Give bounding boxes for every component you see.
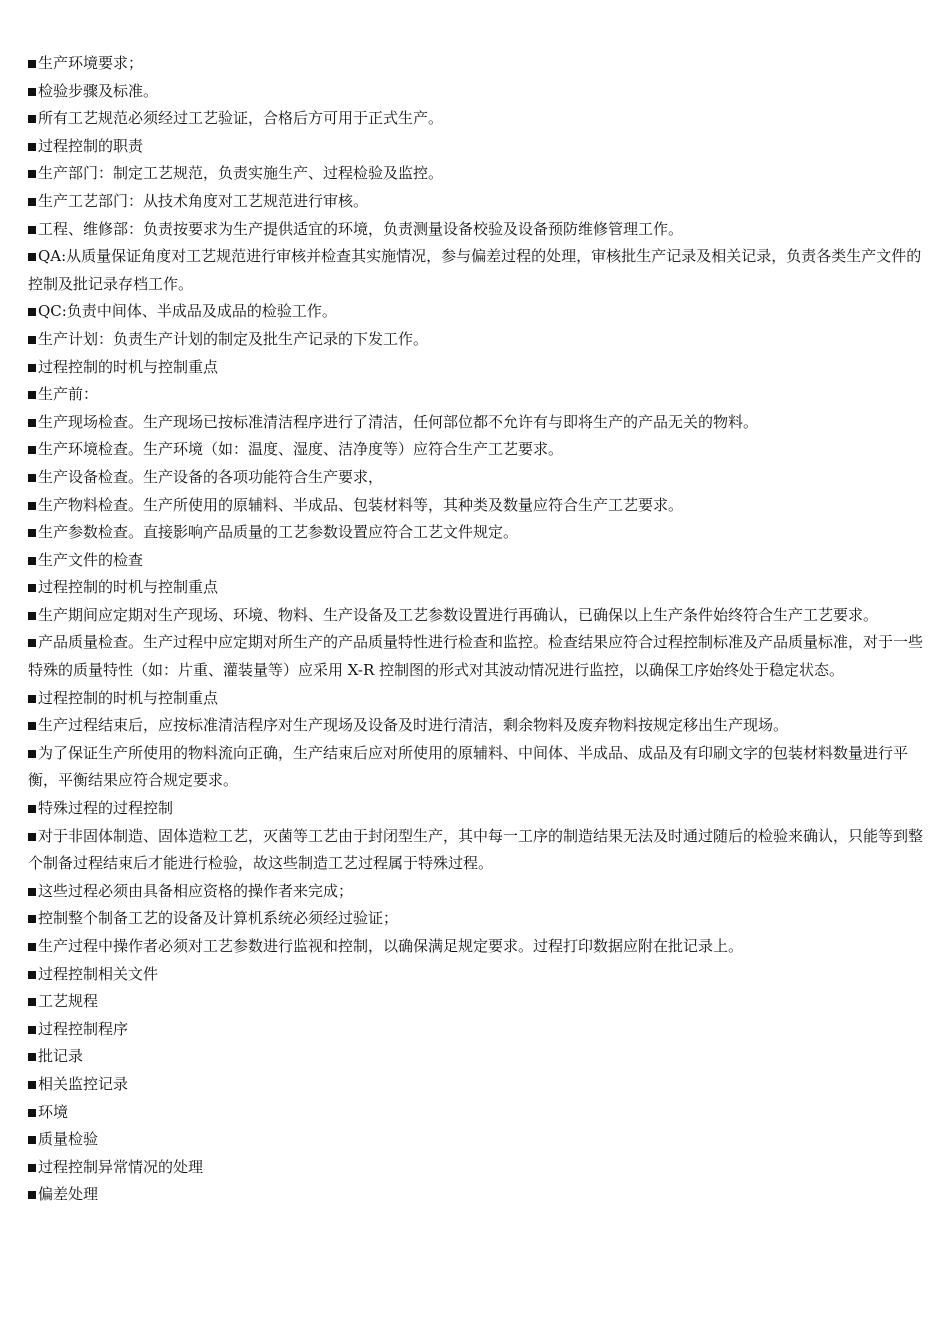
list-item-text: QA:从质量保证角度对工艺规范进行审核并检查其实施情况，参与偏差过程的处理，审核批生产记录及相关记录，负责各类生产文件的控制及批记录存档工作。 [28, 247, 922, 293]
square-bullet-icon [28, 60, 36, 68]
square-bullet-icon [28, 391, 36, 399]
square-bullet-icon [28, 971, 36, 979]
square-bullet-icon [28, 419, 36, 427]
list-item-text: 产品质量检查。生产过程中应定期对所生产的产品质量特性进行检查和监控。检查结果应符合过程控制标准及产品质量标准，对于一些特殊的质量特性（如：片重、灌装量等）应采用 X-R 控制图的形式对其波动情况进行监控，以确保工序始终处于稳定状态。 [28, 633, 924, 680]
square-bullet-icon [28, 915, 36, 923]
list-item-text: QC:负责中间体、半成品及成品的检验工作。 [38, 302, 337, 321]
section-heading [28, 961, 928, 989]
square-bullet-icon [28, 253, 36, 261]
list-item-text: 控制整个制备工艺的设备及计算机系统必须经过验证； [38, 909, 399, 928]
list-item [28, 988, 928, 1016]
square-bullet-icon [28, 584, 36, 592]
list-item-text: 生产物料检查。生产所使用的原辅料、半成品、包装材料等，其种类及数量应符合生产工艺要求。 [38, 495, 684, 514]
section-heading-text: 过程控制的时机与控制重点 [38, 688, 219, 707]
list-item-text: 生产环境检查。生产环境（如：温度、湿度、洁净度等）应符合生产工艺要求。 [38, 440, 564, 459]
list-item [28, 105, 928, 133]
list-item [28, 1016, 928, 1044]
list-item [28, 547, 928, 575]
section-heading [28, 354, 928, 382]
list-item [28, 1071, 928, 1099]
section-heading [28, 685, 928, 713]
list-item [28, 243, 928, 298]
square-bullet-icon [28, 1109, 36, 1117]
list-item [28, 464, 928, 492]
list-item [28, 1043, 928, 1071]
list-item-text: 生产参数检查。直接影响产品质量的工艺参数设置应符合工艺文件规定。 [38, 523, 519, 542]
list-item-text: 相关监控记录 [38, 1074, 129, 1093]
square-bullet-icon [28, 639, 36, 647]
square-bullet-icon [28, 1136, 36, 1144]
list-item [28, 712, 928, 740]
section-heading [28, 133, 928, 161]
list-item-text: 工艺规程 [38, 992, 99, 1011]
square-bullet-icon [28, 805, 36, 813]
square-bullet-icon [28, 529, 36, 537]
section-heading [28, 1154, 928, 1182]
list-item-text: 生产工艺部门：从技术角度对工艺规范进行审核。 [38, 191, 369, 210]
list-item-text: 生产现场检查。生产现场已按标准清洁程序进行了清洁，任何部位都不允许有与即将生产的产品无关的物料。 [38, 412, 759, 431]
square-bullet-icon [28, 502, 36, 510]
list-item [28, 905, 928, 933]
list-item-text: 生产部门：制定工艺规范，负责实施生产、过程检验及监控。 [38, 164, 444, 183]
square-bullet-icon [28, 1053, 36, 1061]
square-bullet-icon [28, 612, 36, 620]
list-item-text: 生产计划：负责生产计划的制定及批生产记录的下发工作。 [38, 329, 429, 348]
list-item [28, 740, 928, 795]
square-bullet-icon [28, 750, 36, 758]
square-bullet-icon [28, 1191, 36, 1199]
square-bullet-icon [28, 226, 36, 234]
square-bullet-icon [28, 998, 36, 1006]
list-item [28, 381, 928, 409]
square-bullet-icon [28, 115, 36, 123]
square-bullet-icon [28, 888, 36, 896]
list-item-text: 生产环境要求； [38, 54, 144, 72]
list-item-text: 过程控制程序 [38, 1019, 129, 1038]
square-bullet-icon [28, 474, 36, 482]
square-bullet-icon [28, 833, 36, 841]
list-item [28, 519, 928, 547]
list-item [28, 602, 928, 630]
list-item [28, 1126, 928, 1154]
square-bullet-icon [28, 364, 36, 372]
section-heading [28, 795, 928, 823]
list-item-text: 为了保证生产所使用的物料流向正确，生产结束后应对所使用的原辅料、中间体、半成品、成品及有印刷文字的包装材料数量进行平衡，平衡结果应符合规定要求。 [28, 743, 909, 790]
square-bullet-icon [28, 198, 36, 206]
list-item [28, 78, 928, 106]
list-item [28, 326, 928, 354]
section-heading-text: 过程控制的时机与控制重点 [38, 357, 219, 376]
section-heading-text: 过程控制异常情况的处理 [38, 1157, 204, 1176]
square-bullet-icon [28, 336, 36, 344]
list-item-text: 生产过程中操作者必须对工艺参数进行监视和控制，以确保满足规定要求。过程打印数据应附在批记录上。 [38, 937, 744, 955]
square-bullet-icon [28, 170, 36, 178]
square-bullet-icon [28, 143, 36, 151]
list-item [28, 492, 928, 520]
list-item [28, 188, 928, 216]
list-item-text: 这些过程必须由具备相应资格的操作者来完成； [38, 881, 354, 900]
section-heading-text: 过程控制的时机与控制重点 [38, 578, 219, 597]
square-bullet-icon [28, 88, 36, 96]
list-item-text: 生产过程结束后，应按标准清洁程序对生产现场及设备及时进行清洁，剩余物料及废弃物料按规定移出生产现场。 [38, 716, 789, 735]
list-item [28, 298, 928, 326]
list-item-text: 批记录 [38, 1047, 84, 1066]
list-item [28, 1099, 928, 1127]
section-heading-text: 过程控制的职责 [38, 136, 144, 155]
section-heading-text: 过程控制相关文件 [38, 964, 159, 983]
document-body [28, 50, 928, 1209]
square-bullet-icon [28, 308, 36, 316]
list-item-text: 对于非固体制造、固体造粒工艺，灭菌等工艺由于封闭型生产，其中每一工序的制造结果无法及时通过随后的检验来确认，只能等到整个制备过程结束后才能进行检验，故这些制造工艺过程属于特殊过程。 [28, 826, 924, 873]
list-item [28, 160, 928, 188]
list-item [28, 50, 928, 78]
list-item [28, 216, 928, 244]
list-item [28, 629, 928, 684]
list-item-text: 生产文件的检查 [38, 550, 144, 569]
square-bullet-icon [28, 722, 36, 730]
square-bullet-icon [28, 446, 36, 454]
list-item-text: 质量检验 [38, 1130, 99, 1149]
section-heading-text: 特殊过程的过程控制 [38, 799, 174, 818]
square-bullet-icon [28, 1164, 36, 1172]
list-item [28, 933, 928, 961]
square-bullet-icon [28, 695, 36, 703]
square-bullet-icon [28, 943, 36, 951]
list-item [28, 878, 928, 906]
list-item-text: 生产前： [38, 385, 99, 404]
list-item [28, 409, 928, 437]
list-item-text: 生产期间应定期对生产现场、环境、物料、生产设备及工艺参数设置进行再确认，已确保以上生产条件始终符合生产工艺要求。 [38, 605, 879, 624]
square-bullet-icon [28, 1026, 36, 1034]
list-item-text: 偏差处理 [38, 1185, 99, 1204]
section-heading [28, 574, 928, 602]
square-bullet-icon [28, 1081, 36, 1089]
list-item [28, 823, 928, 878]
list-item-text: 环境 [38, 1102, 69, 1121]
list-item-text: 所有工艺规范必须经过工艺验证，合格后方可用于正式生产。 [38, 109, 444, 128]
list-item-text: 生产设备检查。生产设备的各项功能符合生产要求， [38, 467, 384, 486]
square-bullet-icon [28, 557, 36, 565]
list-item-text: 工程、维修部：负责按要求为生产提供适宜的环境，负责测量设备校验及设备预防维修管理工作。 [38, 219, 684, 238]
list-item [28, 436, 928, 464]
list-item-text: 检验步骤及标准。 [38, 81, 159, 100]
list-item [28, 1181, 928, 1209]
